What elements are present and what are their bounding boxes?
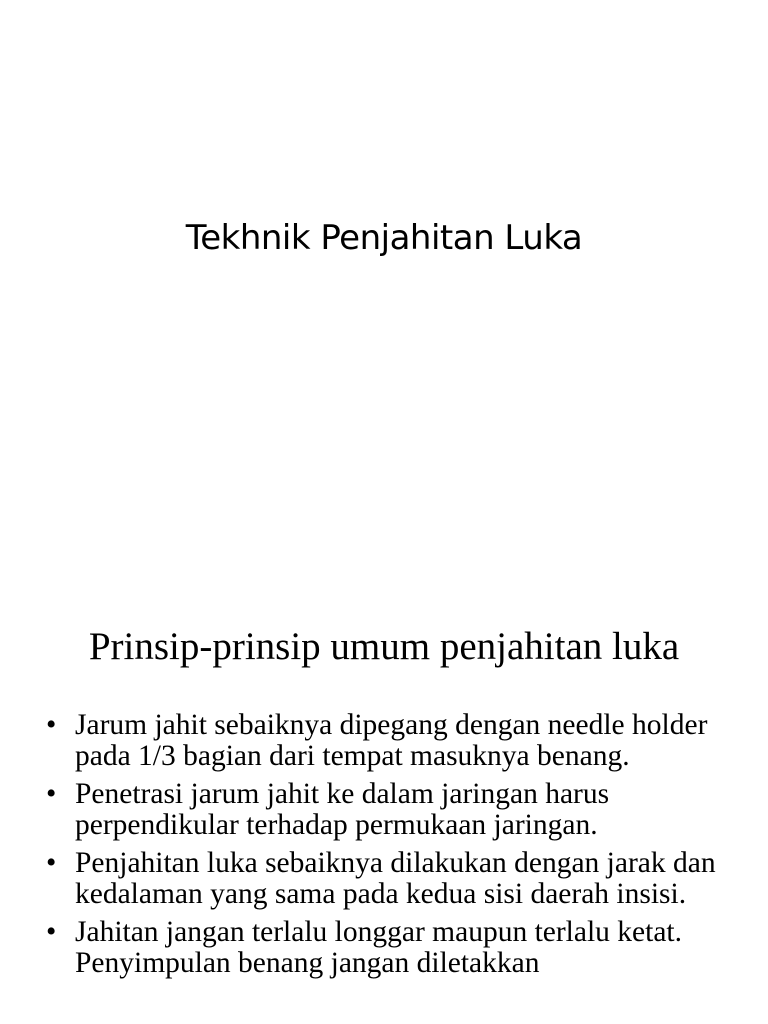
slide-principles (0, 588, 768, 1024)
bullet-text: Penjahitan luka sebaiknya dilakukan dengan jarak dan kedalaman yang sama pada kedua sisi daerah insisi. (75, 847, 716, 910)
bullet-text: Jahitan jangan terlalu longgar maupun terlalu ketat. Penyimpulan benang jangan diletakkan (75, 916, 682, 979)
bullet-text: Penetrasi jarum jahit ke dalam jaringan harus perpendikular terhadap permukaan jaringan. (75, 778, 610, 841)
bullet-item (46, 779, 746, 841)
bullet-marker: • (46, 709, 57, 741)
bullet-list (46, 710, 746, 986)
slide-1-title: Tekhnik Penjahitan Luka (185, 218, 583, 258)
bullet-text: Jarum jahit sebaiknya dipegang dengan needle holder pada 1/3 bagian dari tempat masuknya benang. (75, 709, 708, 772)
bullet-item (46, 710, 746, 772)
bullet-marker: • (46, 778, 57, 810)
bullet-marker: • (46, 916, 57, 948)
bullet-item (46, 848, 746, 910)
bullet-marker: • (46, 847, 57, 879)
bullet-item (46, 917, 746, 979)
slide-2-title: Prinsip-prinsip umum penjahitan luka (88, 625, 680, 668)
